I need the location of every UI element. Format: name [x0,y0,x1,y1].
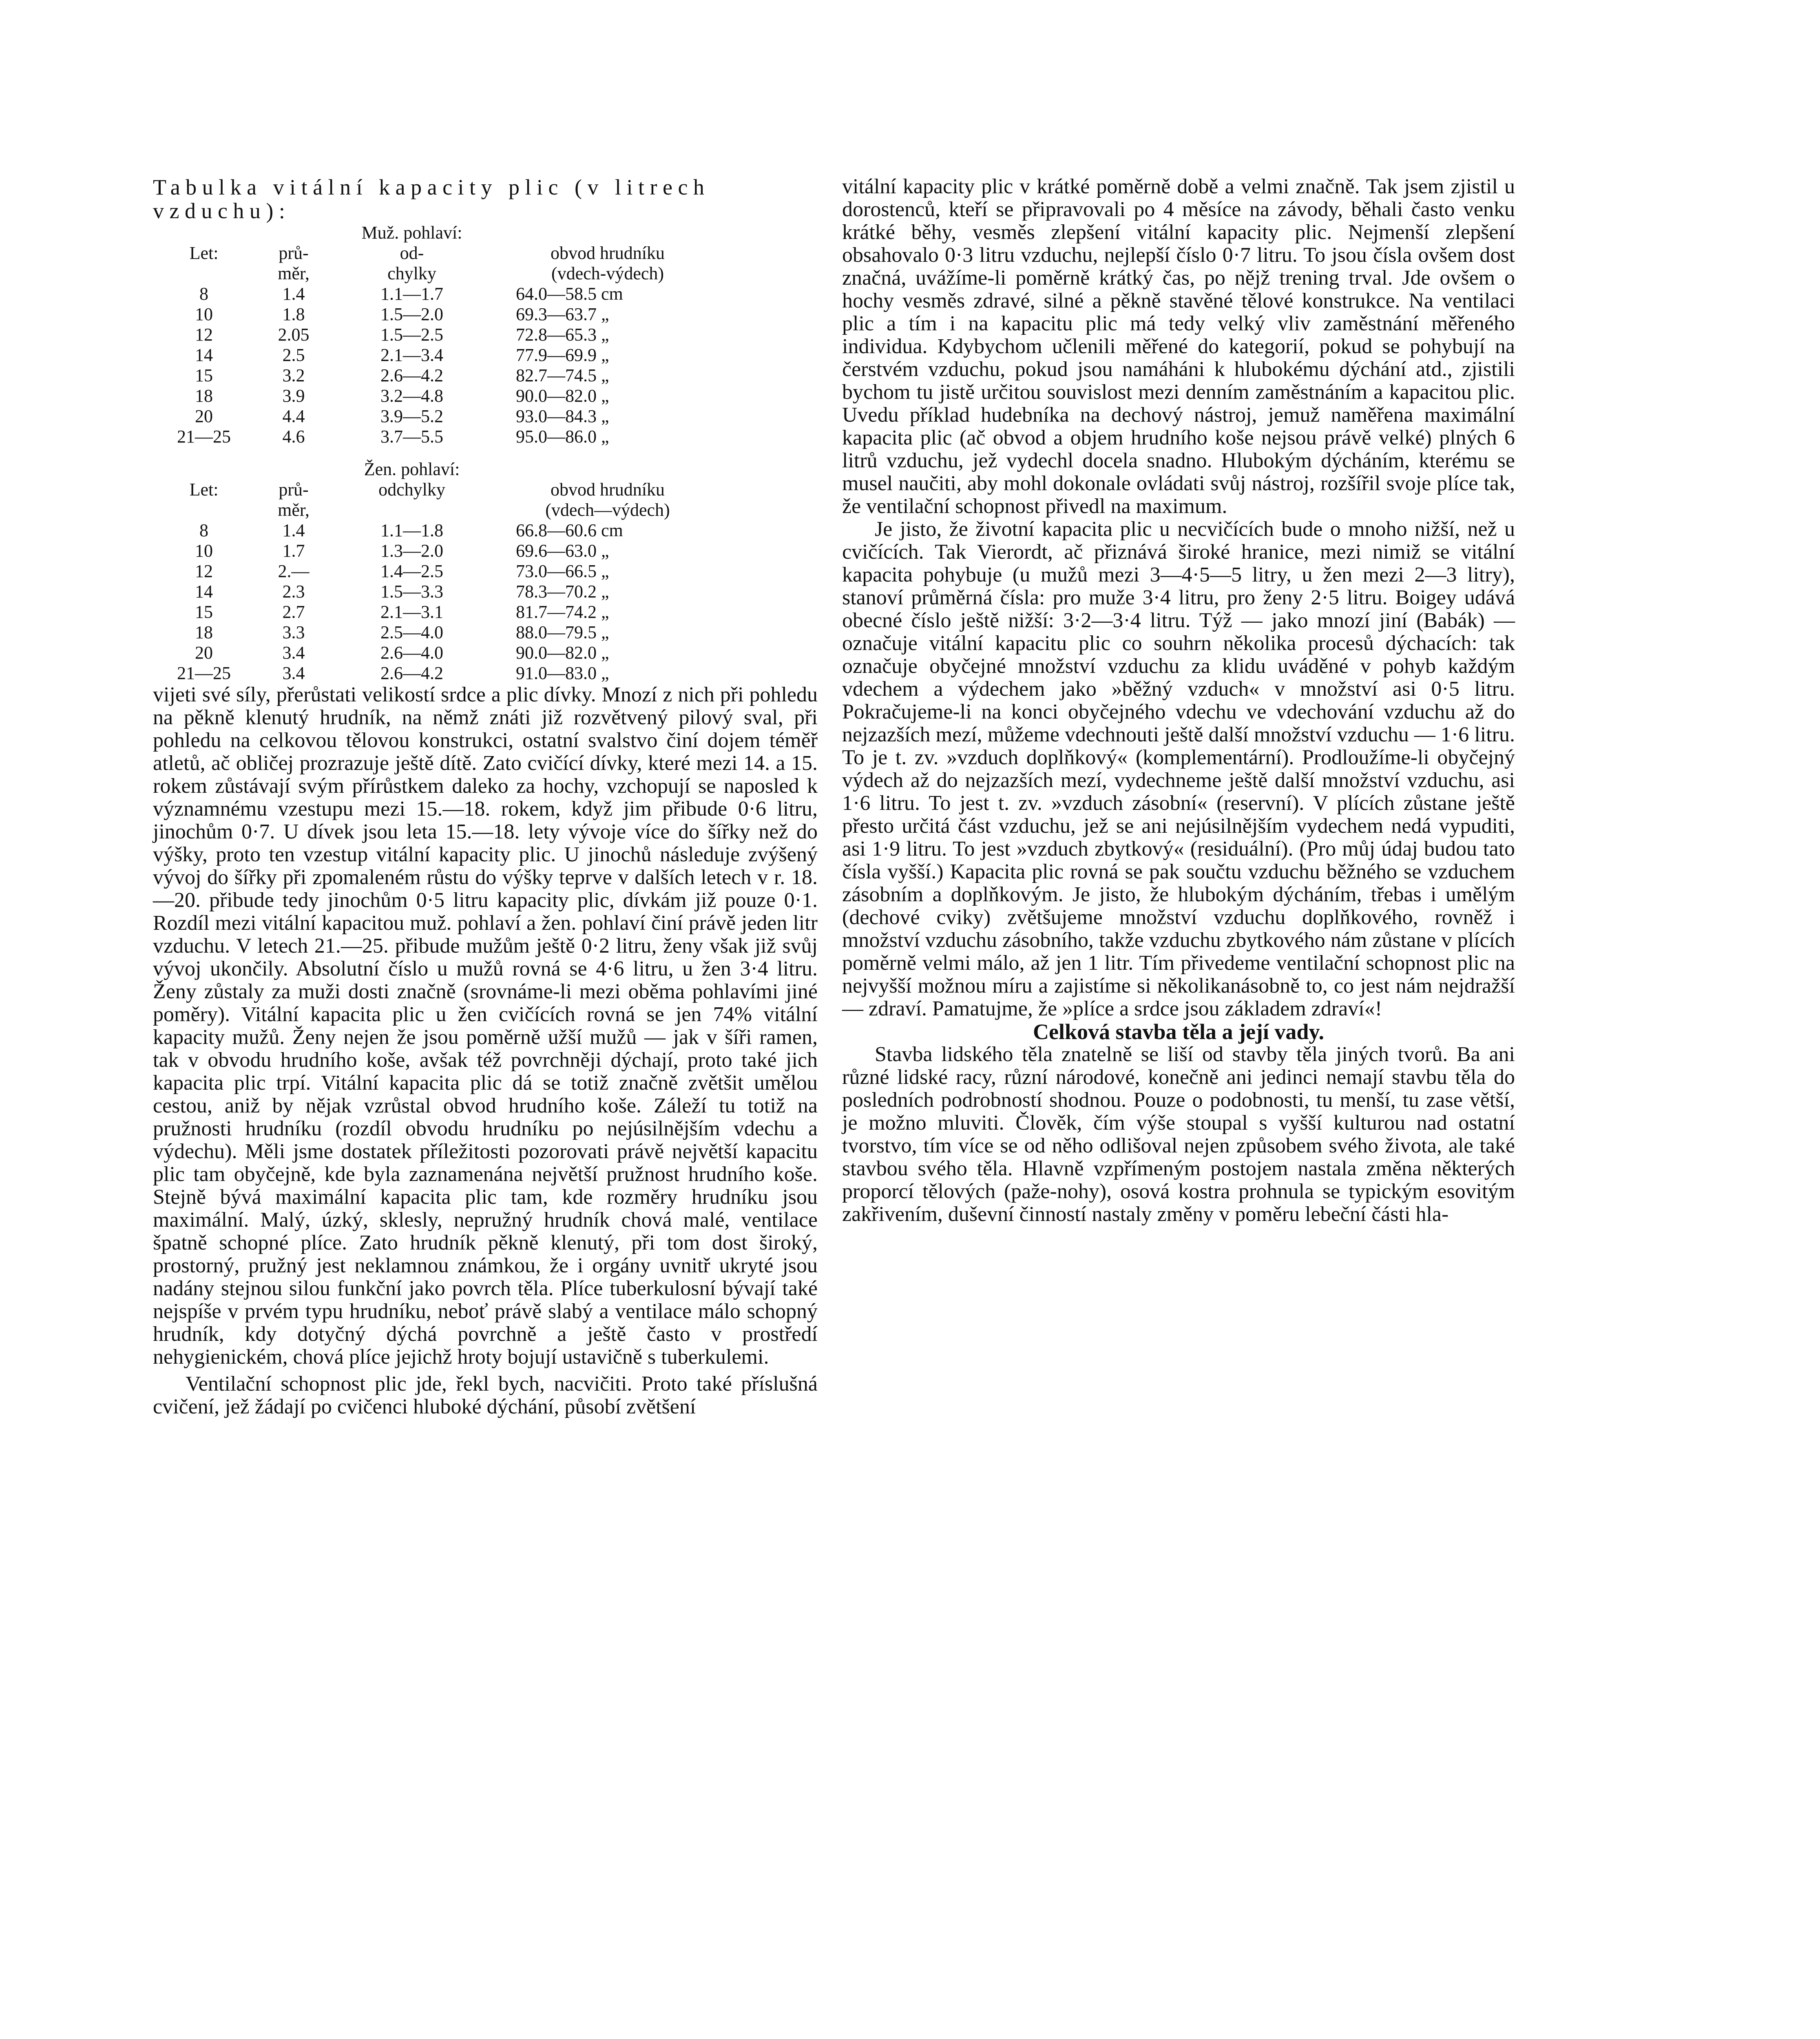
cell-age: 12 [195,561,213,581]
cell-avg: 2.05 [278,325,310,345]
cell-age: 18 [195,622,213,642]
cell-dev: 3.2—4.8 [380,386,443,406]
cell-chest: 66.8—60.6 cm [516,520,623,540]
cell-dev: 2.1—3.4 [380,345,443,365]
table-row [165,345,740,365]
table-row [165,284,740,304]
cell-chest: 93.0—84.3 „ [516,406,609,426]
table-row [165,520,740,541]
table-row [165,602,740,622]
cell-chest: 82.7—74.5 „ [516,365,609,385]
cell-age: 21—25 [177,427,231,447]
cell-dev: 2.6—4.2 [380,365,443,385]
cell-age: 10 [195,304,213,324]
table-row [165,561,740,582]
female-rows [165,520,740,683]
left-paragraph-1: vijeti své síly, přerůstati velikostí srdce a plic dívky. Mnozí z nich při pohledu na pěkně klenutý hrudník, na němž znáti již rozvětvený pilový sval, při pohledu na celkovou tělovou konstrukci, ostatní svalstvo činí dojem téměř atletů, ač obličej prozrazuje ještě dítě. Zato cvičící dívky, které mezi 14. a 15. rokem zůstávají svým přírůstkem daleko za hochy, vzchopují se naposled k významnému vzestupu mezi 15.—18. rokem, když jim přibude 0·6 litru, jinochům 0·7. U dívek jsou leta 15.—18. lety vývoje více do šířky než do výšky, proto ten vzestup vitální kapacity plic. U jinochů následuje zvýšený vývoj do šířky při zpomaleném růstu do výšky teprve v dalších letech v r. 18.—20. přibude tedy jinochům 0·5 litru kapacity plic, dívkám již pouze 0·1. Rozdíl mezi vitální kapacitou muž. pohlaví a žen. pohlaví činí právě jeden litr vzduchu. V letech 21.—25. přibude mužům ještě 0·2 litru, ženy však již svůj vývoj ukončily. Absolutní číslo u mužů rovná se 4·6 litru, u žen 3·4 litru. Ženy zůstaly za muži dosti značně (srovnáme-li mezi oběma pohlavími jiné poměry). Vitální kapacita plic u žen cvičících rovná se jen 74% vitální kapacity mužů. Ženy nejen že jsou poměrně užší mužů — jak v šíři ramen, tak v obvodu hrudního koše, avšak též povrchněji dýchají, proto také jich kapacita plic trpí. Vitální kapacita plic dá se totiž značně zvětšit umělou cestou, aniž by nějak vzrůstal obvod hrudního koše. Záleží tu totiž na pružnosti hrudníku (rozdíl obvodu hrudníku po nejúsilnějším vdechu a výdechu). Měli jsme dostatek příležitosti pozorovati právě největší kapacitu plic tam obyčejně, kde byla zaznamenána největší pružnost hrudního koše. Stejně bývá maximální kapacita plic tam, kde rozměry hrudníku jsou maximální. Malý, úzký, sklesly, nepružný hrudník chová malé, ventilace špatně schopné plíce. Zato hrudník pěkně klenutý, při tom dost široký, prostorný, pružný jest neklamnou známkou, že i orgány uvnitř ukryté jsou nadány stejnou silou funkční jako povrch těla. Plíce tuberkulosní bývají také nejspíše v prvém typu hrudníku, neboť právě slabý a ventilace málo schopný hrudník, kdy dotyčný dýchá povrchně a ještě často v prostředí nehygienickém, chová plíce jejichž hroty bojují ustavičně s tuberkulemi. [153,683,818,1369]
vital-capacity-table [165,223,740,683]
cell-dev: 1.1—1.7 [380,284,443,304]
cell-dev: 3.9—5.2 [380,406,443,426]
cell-age: 21—25 [177,663,231,683]
cell-avg: 1.4 [282,520,305,540]
table-row [165,622,740,643]
cell-avg: 3.2 [282,365,305,385]
cell-chest: 90.0—82.0 „ [516,643,609,663]
cell-avg: 3.4 [282,643,305,663]
header-avg: prů- měr, [278,480,310,520]
table-row [165,304,740,325]
section-title: Celková stavba těla a její vady. [1033,1020,1324,1044]
cell-avg: 1.8 [282,304,305,324]
table-row [165,541,740,561]
cell-age: 20 [195,643,213,663]
table-row [165,365,740,386]
right-column [842,175,1515,1226]
cell-dev: 3.7—5.5 [380,427,443,447]
header-dev: od- chylky [387,243,436,283]
cell-avg: 2.5 [282,345,305,365]
right-paragraph-1: vitální kapacity plic v krátké poměrně době a velmi značně. Tak jsem zjistil u dorostenců, kteří se připravovali po 4 měsíce na závody, běhali často venku krátké běhy, vesměs zlepšení vitální kapacity plic. Nejmenší zlepšení obsahovalo 0·3 litru vzduchu, nejlepší číslo 0·7 litru. To jsou čísla ovšem dost značná, uvážíme-li poměrně krátký čas, po nějž trening trval. Jde ovšem o hochy vesměs zdravé, silné a pěkně stavěné tělové konstrukce. Na ventilaci plic a tím i na kapacitu plic má tedy velký vliv zaměstnání měřeného individua. Kdybychom učlenili měřené do kategorií, pokud se pohybují na čerstvém vzduchu, pokud jsou namáháni k hlubokému dýchání atd., zjistili bychom tu jistě určitou souvislost mezi denním zaměstnáním a kapacitou plic. Uvedu příklad hudebníka na dechový nástroj, jemuž naměřena maximální kapacita plic (ač obvod a objem hrudního koše nejsou právě velké) plných 6 litrů vzduchu, jež vydechl docela snadno. Hlubokým dýcháním, kterému se musel naučiti, aby mohl dokonale ovládati svůj nástroj, rozšířil svoje plíce tak, že ventilační schopnost přivedl na maximum. [842,175,1515,518]
cell-avg: 1.7 [282,541,305,561]
header-age: Let: [189,480,219,500]
cell-chest: 69.3—63.7 „ [516,304,609,324]
table-row [165,325,740,345]
cell-avg: 3.9 [282,386,305,406]
header-chest: obvod hrudníku (vdech—výdech) [545,480,670,520]
right-paragraph-3: Stavba lidského těla znatelně se liší od stavby těla jiných tvorů. Ba ani různé lidské racy, různí národové, konečně ani jedinci nemají stavbu těla do posledních podrobností shodnou. Pouze o podobnosti, tu menší, tu zase větší, je možno mluviti. Člověk, čím výše stoupal s vyšší kulturou nad ostatní tvorstvo, tím více se od něho odlišoval nejen způsobem svého života, ale také stavbou svého těla. Hlavně vzpřímeným postojem nastala změna některých proporcí tělových (paže-nohy), osová kostra prohnula se typickým esovitým zakřivením, duševní činností nastaly změny v poměru lebeční části hla- [842,1043,1515,1226]
male-rows [165,284,740,447]
cell-dev: 1.3—2.0 [380,541,443,561]
table-row [165,582,740,602]
cell-age: 15 [195,602,213,622]
cell-age: 12 [195,325,213,345]
cell-avg: 3.3 [282,622,305,642]
male-header-row [165,243,740,284]
cell-chest: 95.0—86.0 „ [516,427,609,447]
table-title: Tabulka vitální kapacity plic (v litrech vzduchu): [153,175,710,223]
left-column [153,175,818,1418]
cell-dev: 2.6—4.2 [380,663,443,683]
cell-age: 10 [195,541,213,561]
table-row [165,663,740,683]
table-row [165,386,740,406]
cell-chest: 72.8—65.3 „ [516,325,609,345]
header-chest: obvod hrudníku (vdech-výdech) [551,243,665,283]
cell-chest: 78.3—70.2 „ [516,582,609,602]
cell-dev: 1.1—1.8 [380,520,443,540]
cell-dev: 1.4—2.5 [380,561,443,581]
cell-age: 15 [195,365,213,385]
cell-age: 20 [195,406,213,426]
left-paragraph-2: Ventilační schopnost plic jde, řekl bych, nacvičiti. Proto také příslušná cvičení, jež žádají po cvičenci hluboké dýchání, působí zvětšení [153,1372,818,1418]
cell-dev: 1.5—2.5 [380,325,443,345]
cell-avg: 2.3 [282,582,305,602]
cell-dev: 2.6—4.0 [380,643,443,663]
cell-chest: 73.0—66.5 „ [516,561,609,581]
cell-avg: 3.4 [282,663,305,683]
cell-avg: 4.4 [282,406,305,426]
header-age: Let: [189,243,219,263]
cell-chest: 81.7—74.2 „ [516,602,609,622]
header-avg: prů- měr, [278,243,310,283]
cell-avg: 4.6 [282,427,305,447]
cell-age: 14 [195,345,213,365]
cell-dev: 1.5—2.0 [380,304,443,324]
header-dev: odchylky [378,480,445,500]
cell-dev: 2.1—3.1 [380,602,443,622]
cell-avg: 2.— [278,561,310,581]
cell-age: 8 [199,520,208,540]
cell-chest: 77.9—69.9 „ [516,345,609,365]
female-section-title: Žen. pohlaví: [364,459,460,479]
cell-chest: 88.0—79.5 „ [516,622,609,642]
cell-dev: 1.5—3.3 [380,582,443,602]
cell-chest: 69.6—63.0 „ [516,541,609,561]
cell-dev: 2.5—4.0 [380,622,443,642]
cell-avg: 1.4 [282,284,305,304]
cell-age: 18 [195,386,213,406]
table-row [165,427,740,447]
cell-avg: 2.7 [282,602,305,622]
cell-chest: 91.0—83.0 „ [516,663,609,683]
cell-age: 8 [199,284,208,304]
cell-age: 14 [195,582,213,602]
female-header-row [165,480,740,520]
cell-chest: 64.0—58.5 cm [516,284,623,304]
male-section-title: Muž. pohlaví: [361,223,462,243]
right-paragraph-2: Je jisto, že životní kapacita plic u necvičících bude o mnoho nižší, než u cvičících. Tak Vierordt, ač přiznává široké hranice, mezi nimiž se vitální kapacita pohybuje (u mužů mezi 3—4·5—5 litry, u žen mezi 2—3 litry), stanoví průměrná čísla: pro muže 3·4 litru, pro ženy 2·5 litru. Boigey udává obecné číslo ještě nižší: 3·2—3·4 litru. Týž — jako mnozí jiní (Babák) — označuje vitální kapacitu plic co souhrn několika procesů dýchacích: tak označuje obyčejné množství vzduchu za klidu uváděné v pohyb každým vdechem a výdechem jako »běžný vzduch« v množství asi 0·5 litru. Pokračujeme-li na konci obyčejného vdechu ve vdechování vzduchu až do nejzazších mezí, můžeme vdechnouti ještě další množství vzduchu — 1·6 litru. To je t. zv. »vzduch doplňkový« (komplementární). Prodloužíme-li obyčejný výdech až do nejzazších mezí, vydechneme ještě další množství vzduchu, asi 1·6 litru. To jest t. zv. »vzduch zásobní« (reservní). V plících zůstane ještě přesto určitá část vzduchu, jež se ani nejúsilnějším vydechem nedá vypuditi, asi 1·9 litru. To jest »vzduch zbytkový« (residuální). (Pro můj údaj budou tato čísla vyšší.) Kapacita plic rovná se pak součtu vzduchu běžného se vzduchem zásobním a doplňkovým. Je jisto, že hlubokým dýcháním, třebas i umělým (dechové cviky) zvětšujeme množství vzduchu doplňkového, rovněž i množství vzduchu zásobního, takže vzduchu zbytkového nám zůstane v plících poměrně velmi málo, až jen 1 litr. Tím přivedeme ventilační schopnost plic na nejvyšší možnou míru a zajistíme si několikanásobně to, co jest nám nejdražší — zdraví. Pamatujme, že »plíce a srdce jsou základem zdraví«! [842,517,1515,1020]
table-row [165,643,740,663]
cell-chest: 90.0—82.0 „ [516,386,609,406]
table-row [165,406,740,427]
